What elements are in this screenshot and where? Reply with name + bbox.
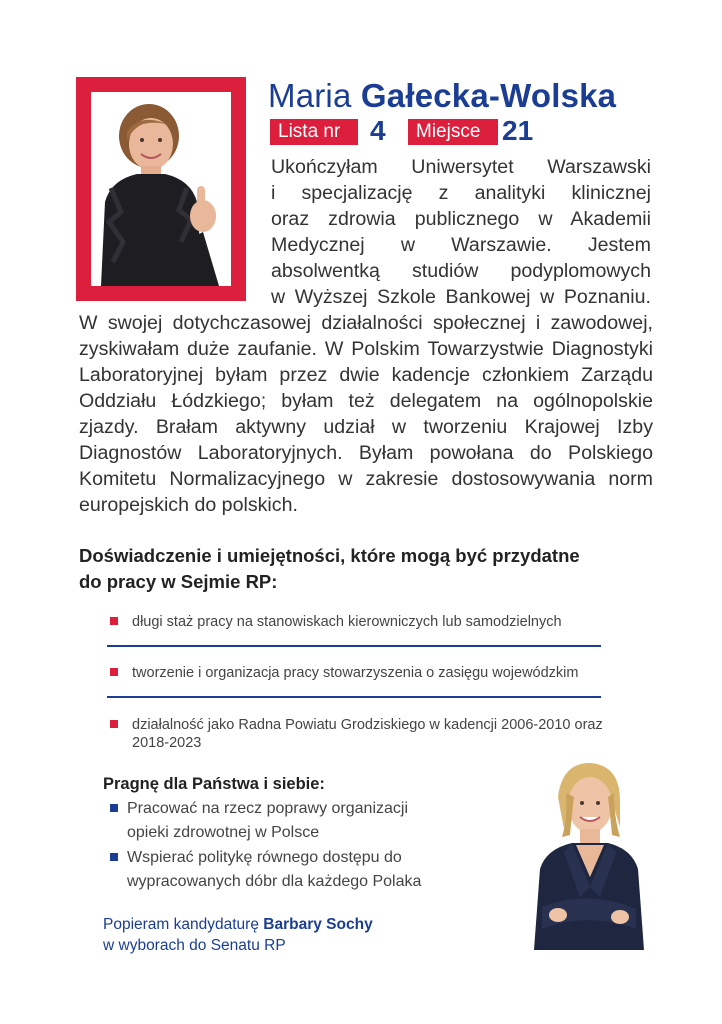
experience-item: [110, 664, 610, 682]
bio-line: i specjalizację z analityki klinicznej: [271, 182, 651, 204]
support-note: [103, 914, 373, 956]
wish-item: [110, 797, 440, 845]
experience-heading-line: Doświadczenie i umiejętności, które mogą być przydatne: [79, 545, 580, 566]
wish-item-text: Pracować na rzecz poprawy organizacji opieki zdrowotnej w Polsce: [127, 800, 409, 841]
red-square-bullet-icon: [110, 617, 118, 625]
wish-item: [110, 846, 440, 894]
wishes-heading: Pragnę dla Państwa i siebie:: [103, 775, 325, 793]
bio-line: w Wyższej Szkole Bankowej w Poznaniu.: [271, 286, 651, 308]
bio-line: Medycznej w Warszawie. Jestem: [271, 234, 651, 256]
bio-paragraph-1: [271, 154, 651, 310]
senate-candidate-photo: [528, 757, 648, 950]
bio-line: oraz zdrowia publicznego w Akademii: [271, 208, 651, 230]
experience-item-text: tworzenie i organizacja pracy stowarzyszenia o zasięgu wojewódzkim: [132, 665, 579, 681]
separator-line: [107, 696, 601, 698]
candidate-last-name: Gałecka-Wolska: [360, 77, 617, 114]
list-number: 4: [370, 115, 386, 146]
bio-paragraph-2: W swojej dotychczasowej działalności społecznej i zawodowej, zyskiwałam duże zaufanie. W Polskim Towarzystwie Diagnostyki Laboratoryjnej byłam przez dwie kadencje członkiem Zarządu Oddziału Łódzkiego; byłam też delegatem na ogólnopolskie zjazdy. Brałam aktywny udział w tworzeniu Krajowej Izby Diagnostów Laboratoryjnych. Byłam powołana do Polskiego Komitetu Normalizacyjnego w zakresie dostosowywania norm europejskich do polskich.: [79, 312, 653, 516]
candidate-name: [268, 76, 616, 116]
experience-heading-line: do pracy w Sejmie RP:: [79, 571, 278, 592]
experience-item: [110, 613, 610, 631]
experience-item: [110, 716, 650, 752]
blue-square-bullet-icon: [110, 853, 118, 861]
candidate-first-name: Maria: [268, 77, 352, 114]
support-line-2: w wyborach do Senatu RP: [103, 937, 286, 954]
red-square-bullet-icon: [110, 720, 118, 728]
candidate-photo-frame: [76, 77, 246, 301]
red-square-bullet-icon: [110, 668, 118, 676]
bio-line: Ukończyłam Uniwersytet Warszawski: [271, 156, 651, 178]
wish-item-text: Wspierać politykę równego dostępu do wypracowanych dóbr dla każdego Polaka: [127, 849, 422, 890]
place-number: 21: [502, 115, 534, 146]
place-label: Miejsce: [408, 119, 498, 145]
candidate-photo: [91, 92, 231, 286]
experience-heading: [79, 543, 659, 595]
list-label: Lista nr: [270, 119, 358, 145]
experience-item-text: długi staż pracy na stanowiskach kierowniczych lub samodzielnych: [132, 614, 562, 630]
blue-square-bullet-icon: [110, 804, 118, 812]
supported-candidate-name: Barbary Sochy: [263, 916, 373, 933]
support-prefix: Popieram kandydaturę: [103, 916, 259, 933]
experience-item-text: działalność jako Radna Powiatu Grodziskiego w kadencji 2006-2010 oraz 2018-2023: [132, 717, 603, 751]
separator-line: [107, 645, 601, 647]
bio-line: absolwentką studiów podyplomowych: [271, 260, 651, 282]
